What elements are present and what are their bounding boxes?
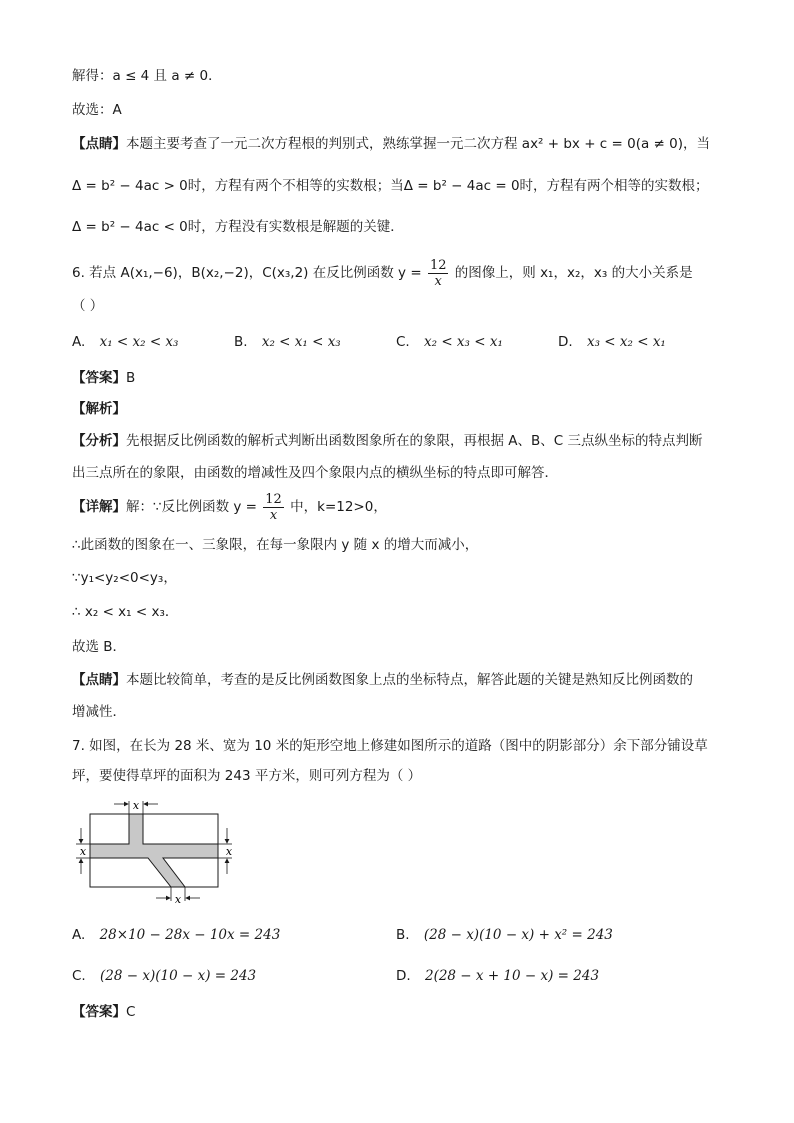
q6-stem-b: 的图像上，则 x₁，x₂，x₃ 的大小关系是 (454, 265, 693, 281)
q6-analysis-label: 【解析】 (72, 401, 126, 417)
q6-comment-tag: 【点睛】 (72, 672, 126, 688)
q6-detail-frac-num: 12 (265, 491, 282, 507)
q6-choice-line: 故选 B． (72, 639, 127, 655)
label-x-left: x (79, 845, 87, 858)
q6-option-c-label: C. (396, 334, 410, 350)
q7-answer: C (126, 1004, 136, 1020)
q7-option-a-label: A. (72, 927, 86, 943)
q6-fenxi-text-1: 先根据反比例函数的解析式判断出函数图象所在的象限，再根据 A、B、C 三点纵坐标的特点判断 (126, 433, 703, 449)
q7-option-c-text: (28 − x)(10 − x) = 243 (100, 968, 257, 984)
q6-answer-line (72, 368, 135, 388)
q6-comment-line-2: 增减性． (72, 704, 126, 720)
q6-detail-line-3: ∵y₁<y₂<0<y₃， (72, 570, 177, 586)
q6-answer-tag: 【答案】 (72, 370, 126, 386)
comment-line-3: Δ = b² − 4ac < 0时，方程没有实数根是解题的关键． (72, 219, 404, 235)
comment-text-1: 本题主要考查了一元二次方程根的判别式，熟练掌握一元二次方程 ax² + bx + c = 0(a ≠ 0)，当 (126, 136, 711, 152)
solve-line: 解得：a ≤ 4 且 a ≠ 0． (72, 68, 222, 84)
choice-line: 故选：A (72, 102, 122, 118)
comment-tag: 【点睛】 (72, 136, 126, 152)
q6-frac-den: x (434, 273, 442, 289)
q6-option-c[interactable] (396, 332, 503, 352)
q7-stem-line-2: 坪，要使得草坪的面积为 243 平方米，则可列方程为（ ） (72, 768, 422, 784)
comment-line-1 (72, 134, 710, 154)
q7-option-d-label: D. (396, 968, 411, 984)
q7-option-d[interactable] (396, 966, 599, 986)
q7-stem-line-1: 7. 如图，在长为 28 米、宽为 10 米的矩形空地上修建如图所示的道路（图中的阴影部分）余下部分铺设草 (72, 738, 708, 754)
q6-answer: B (126, 370, 136, 386)
q6-option-c-text: x₂ < x₃ < x₁ (424, 334, 503, 350)
q6-option-a[interactable] (72, 332, 178, 352)
q6-option-a-label: A. (72, 334, 86, 350)
q7-option-c[interactable] (72, 966, 256, 986)
q6-option-d-text: x₃ < x₂ < x₁ (586, 334, 666, 350)
q6-stem (72, 256, 693, 290)
q6-fenxi-tag: 【分析】 (72, 433, 126, 449)
q6-detail-line-4: ∴ x₂ < x₁ < x₃． (72, 604, 179, 620)
q6-option-b-label: B. (234, 334, 248, 350)
q6-option-b[interactable] (234, 332, 341, 352)
label-x-right: x (225, 845, 233, 858)
q6-frac-num: 12 (429, 257, 447, 273)
q6-detail-line-1 (72, 490, 387, 524)
q6-detail-text-1a: 解：∵反比例函数 y = (126, 499, 257, 515)
q7-option-c-label: C. (72, 968, 86, 984)
q7-answer-tag: 【答案】 (72, 1004, 126, 1020)
q6-stem-a: 6. 若点 A(x₁,−6)，B(x₂,−2)，C(x₃,2) 在反比例函数 y = (72, 265, 422, 281)
q7-option-b-label: B. (396, 927, 410, 943)
q7-option-b-text: (28 − x)(10 − x) + x² = 243 (423, 927, 613, 943)
q6-comment-line-1 (72, 670, 693, 690)
q6-option-a-text: x₁ < x₂ < x₃ (99, 334, 179, 350)
q6-detail-line-2: ∴此函数的图象在一、三象限，在每一象限内 y 随 x 的增大而减小， (72, 537, 479, 553)
q6-detail-text-1b: 中，k=12>0， (290, 499, 387, 515)
q7-option-d-text: 2(28 − x + 10 − x) = 243 (424, 968, 600, 984)
q7-option-a[interactable] (72, 925, 280, 945)
q6-fenxi-line-1 (72, 431, 703, 451)
q7-answer-line (72, 1002, 135, 1022)
q6-detail-tag: 【详解】 (72, 499, 126, 515)
q6-option-d-label: D. (558, 334, 573, 350)
q6-analysis-tag (72, 399, 126, 419)
q6-paren: （ ） (72, 298, 104, 314)
q7-option-b[interactable] (396, 925, 613, 945)
label-x-bottom: x (174, 893, 182, 906)
q6-option-b-text: x₂ < x₁ < x₃ (261, 334, 341, 350)
q6-detail-frac-den: x (269, 507, 278, 523)
comment-line-2: Δ = b² − 4ac > 0时，方程有两个不相等的实数根；当Δ = b² − 4ac = 0时，方程有两个相等的实数根； (72, 178, 709, 194)
q7-option-a-text: 28×10 − 28x − 10x = 243 (99, 927, 281, 943)
q6-detail-fraction (263, 492, 284, 523)
q6-option-d[interactable] (558, 332, 666, 352)
road-diagram (72, 797, 247, 907)
q6-comment-text-1: 本题比较简单，考查的是反比例函数图象上点的坐标特点，解答此题的关键是熟知反比例函数的 (126, 672, 693, 688)
q6-fenxi-line-2: 出三点所在的象限，由函数的增减性及四个象限内点的横纵坐标的特点即可解答． (72, 465, 558, 481)
label-x-top: x (132, 799, 140, 812)
q6-fraction (428, 258, 449, 289)
